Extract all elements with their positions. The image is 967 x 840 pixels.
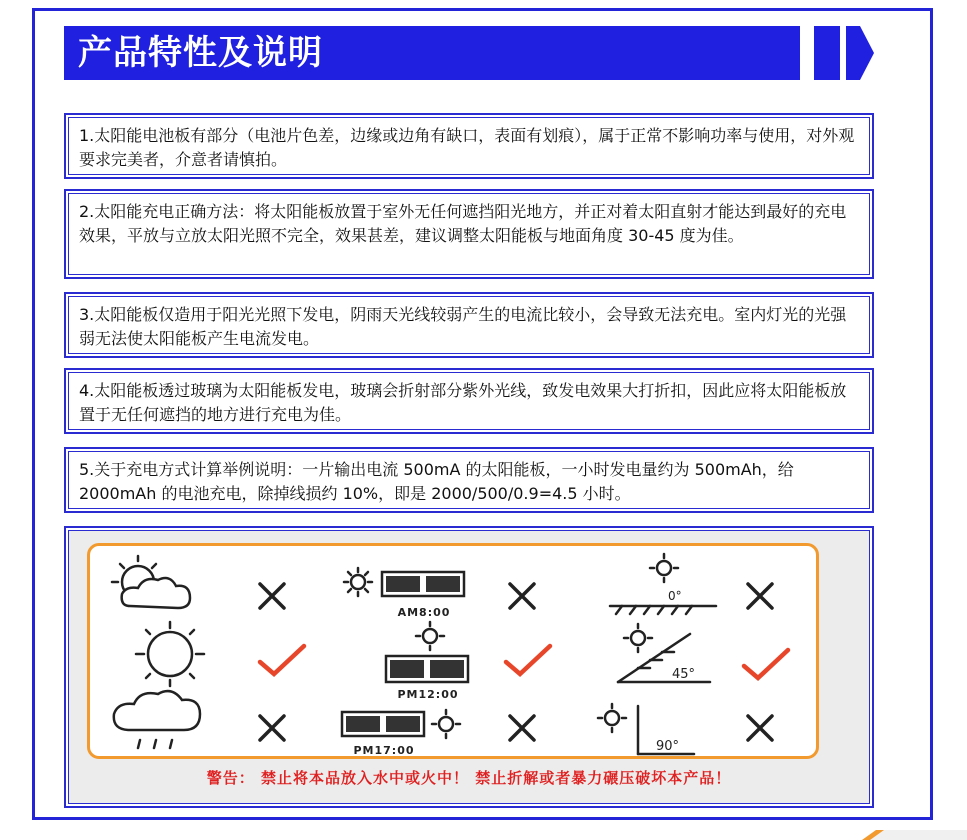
- sun-flat-angle-icon: [610, 554, 716, 614]
- info-text-4: 4.太阳能板透过玻璃为太阳能板发电，玻璃会折射部分紫外光线，致发电效果大打折扣，因此应将太阳能板放置于无任何遮挡的地方进行充电为佳。: [68, 372, 870, 430]
- page-title: 产品特性及说明: [78, 33, 323, 73]
- sunny-icon: [136, 622, 204, 686]
- sun-overhead-panel-icon: [416, 622, 444, 650]
- sun-45-angle-icon: [618, 624, 710, 682]
- angle-label-0: 0°: [668, 589, 682, 603]
- title-bar: [64, 26, 800, 80]
- info-text-2: 2.太阳能充电正确方法：将太阳能板放置于室外无任何遮挡阳光地方，并正对着太阳直射才能达到最好的充电效果，平放与立放太阳光照不完全，效果甚差，建议调整太阳能板与地面角度 30-45 度为佳。: [68, 193, 870, 275]
- corner-decoration: [862, 826, 967, 840]
- time-label-pm17: PM17:00: [353, 744, 415, 756]
- info-text-1: 1.太阳能电池板有部分（电池片色差，边缘或边角有缺口，表面有划痕），属于正常不影响功率与使用，对外观要求完美者，介意者请慎拍。: [68, 117, 870, 175]
- angle-label-45: 45°: [672, 667, 696, 682]
- sun-evening-icon: [432, 710, 460, 738]
- rain-cloud-icon: [114, 691, 200, 748]
- info-item-5: [64, 447, 874, 513]
- warning-text: 警告： 禁止将本品放入水中或火中！ 禁止折解或者暴力碾压破坏本产品！: [206, 769, 732, 787]
- time-label-am8: AM8:00: [397, 606, 451, 619]
- time-label-pm12: PM12:00: [397, 688, 459, 701]
- info-text-3: 3.太阳能板仅造用于阳光光照下发电，阴雨天光线较弱产生的电流比较小，会导致无法充电。室内灯光的光强弱无法使太阳能板产生电流发电。: [68, 296, 870, 354]
- title-arrow-icon: [846, 26, 874, 80]
- sun-panel-icon: [344, 568, 372, 596]
- check-icon: [260, 646, 788, 678]
- instruction-diagram: [64, 526, 874, 808]
- info-item-2: [64, 189, 874, 279]
- info-item-1: [64, 113, 874, 179]
- info-text-5: 5.关于充电方式计算举例说明：一片输出电流 500mA 的太阳能板，一小时发电量约为 500mAh，给 2000mAh 的电池充电，除掉线损约 10%，即是 2000/500/0.9=4.5 小时。: [68, 451, 870, 509]
- info-item-4: [64, 368, 874, 434]
- sun-90-angle-icon: [598, 704, 694, 754]
- info-item-3: [64, 292, 874, 358]
- cross-icon: [260, 584, 772, 740]
- title-square-decoration: [814, 26, 840, 80]
- angle-label-90: 90°: [656, 739, 680, 754]
- partly-cloudy-icon: [112, 556, 190, 608]
- diagram-panel: [87, 543, 819, 759]
